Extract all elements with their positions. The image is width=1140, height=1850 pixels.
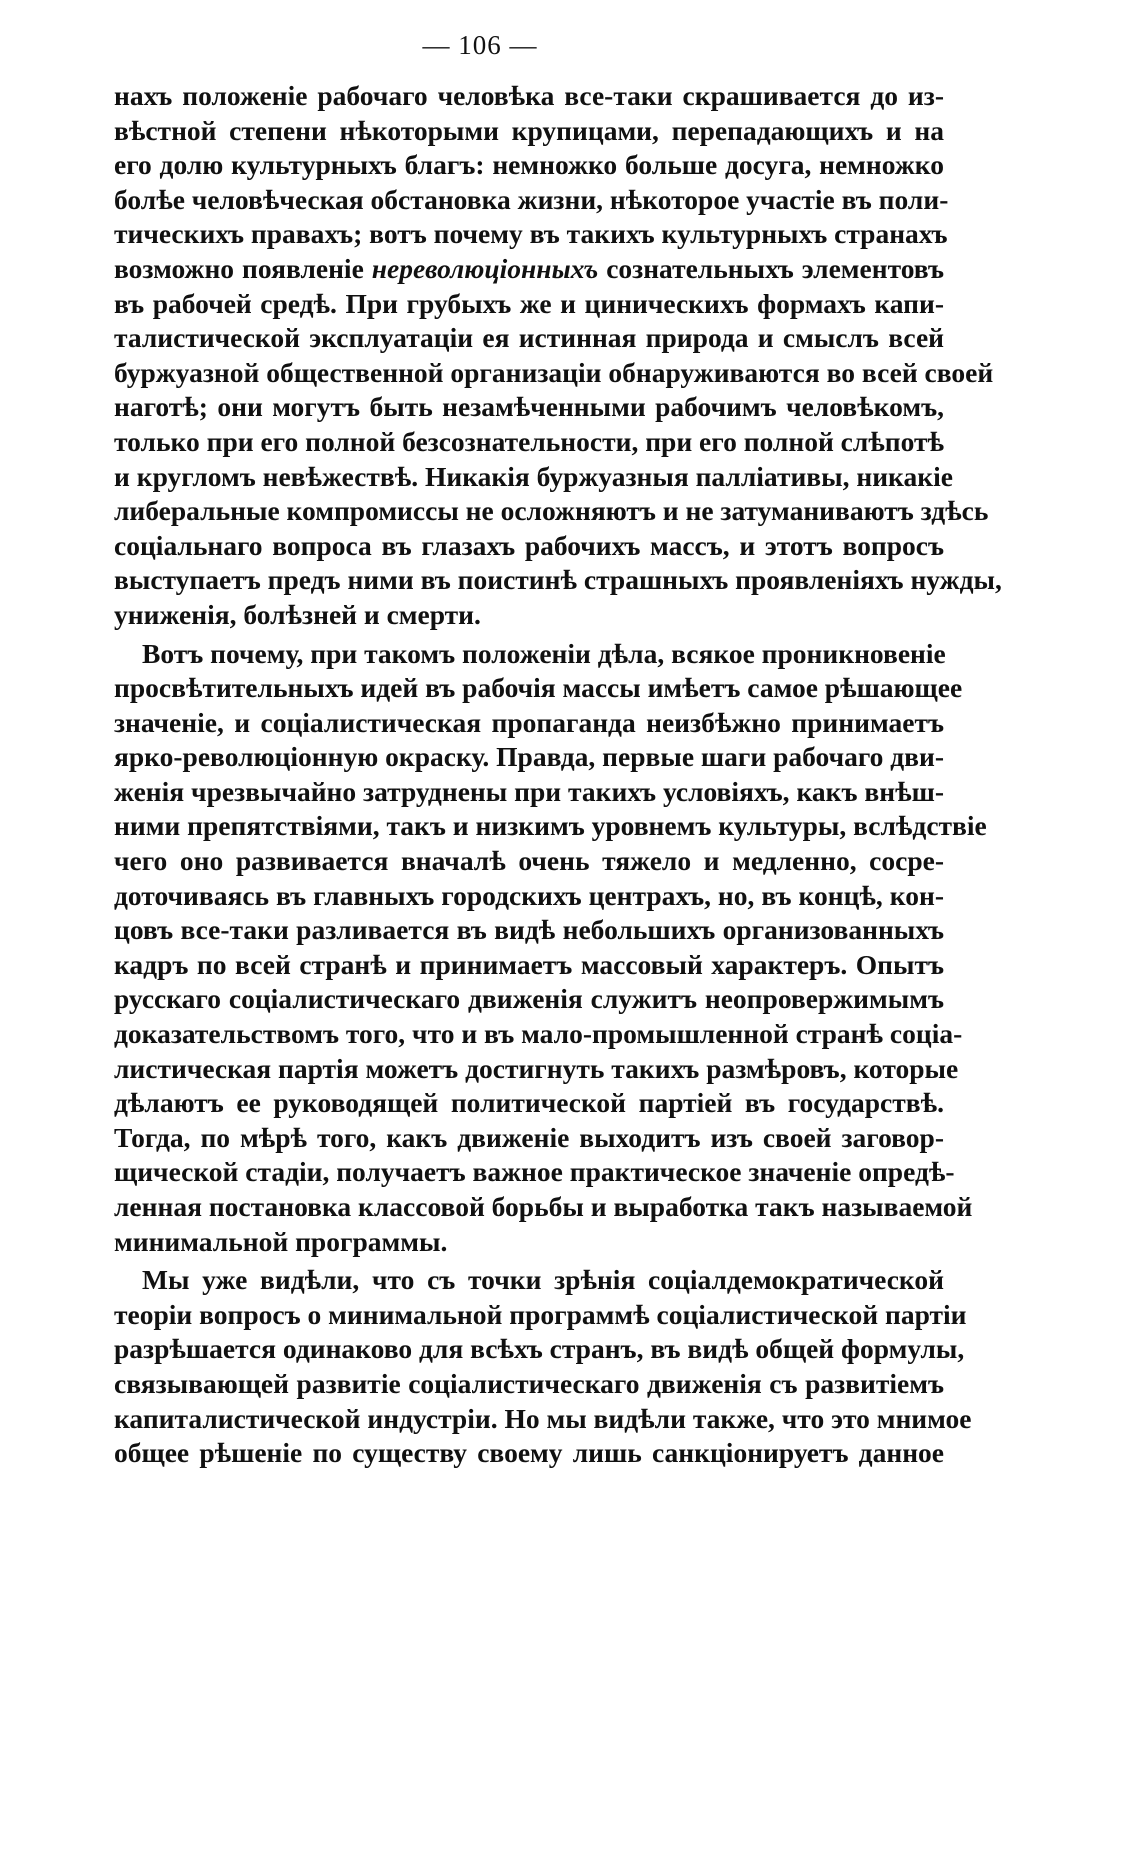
text-line: капиталистической индустріи. Но мы видѣли также, что это мнимое [114,1402,972,1434]
text-line: щической стадіи, получаетъ важное практическое значеніе опредѣ- [114,1156,955,1188]
text-line: Вотъ почему, при такомъ положеніи дѣла, всякое проникновеніе [142,637,946,669]
body-text [114,79,1002,1471]
text-line: просвѣтительныхъ идей въ рабочія массы имѣетъ самое рѣшающее [114,672,963,704]
text-line: минимальной программы. [114,1225,448,1257]
text-line: ярко-революціонную окраску. Правда, первые шаги рабочаго дви- [114,741,945,773]
text-line: выступаетъ предъ ними въ поистинѣ страшныхъ проявленіяхъ нужды, [114,564,1002,596]
text-line: вѣстной степени нѣкоторыми крупицами, перепадающихъ и на [114,114,944,146]
text-line: доточиваясь въ главныхъ городскихъ центрахъ, но, въ концѣ, кон- [114,879,944,911]
text-line: ними препятствіями, такъ и низкимъ уровнемъ культуры, вслѣдствіе [114,810,987,842]
text-line: Мы уже видѣли, что съ точки зрѣнія соціалдемократической [142,1264,944,1296]
text-line: нахъ положеніе рабочаго человѣка все-таки скрашивается до из- [114,80,944,111]
paragraph-1 [114,79,1002,633]
text-line: Тогда, по мѣрѣ того, какъ движеніе выходитъ изъ своей заговор- [114,1121,944,1153]
text-line: буржуазной общественной организаціи обнаруживаются во всей своей [114,356,994,388]
text-line: болѣе человѣческая обстановка жизни, нѣкоторое участіе въ поли- [114,183,949,215]
text-line: значеніе, и соціалистическая пропаганда неизбѣжно принимаетъ [114,706,944,738]
text-line: его долю культурныхъ благъ: немножко больше досуга, немножко [114,149,944,181]
text-line: только при его полной безсознательности, при его полной слѣпотѣ [114,425,945,457]
text-line: русскаго соціалистическаго движенія служитъ неопровержимымъ [114,983,944,1015]
text-line: ленная постановка классовой борьбы и выработка такъ называемой [114,1191,973,1222]
text-line: листическая партія можетъ достигнуть такихъ размѣровъ, которые [114,1052,959,1084]
text-line: кадръ по всей странѣ и принимаетъ массовый характеръ. Опытъ [114,948,944,980]
text-line: и кругломъ невѣжествѣ. Никакія буржуазныя палліативы, никакіе [114,460,953,492]
text-line: дѣлаютъ ее руководящей политической партіей въ государствѣ. [114,1087,944,1119]
text-line: разрѣшается одинаково для всѣхъ странъ, въ видѣ общей формулы, [114,1333,965,1365]
text-line: женія чрезвычайно затруднены при такихъ условіяхъ, какъ внѣш- [114,775,944,807]
emphasized-word: нереволюціонныхъ [371,252,599,284]
text-line: въ рабочей средѣ. При грубыхъ же и циническихъ формахъ капи- [114,287,944,319]
page-number: — 106 — [422,30,538,60]
text-line: талистической эксплуатаціи ея истинная природа и смыслъ всей [114,322,944,354]
text-line: связывающей развитіе соціалистическаго движенія съ развитіемъ [114,1367,944,1399]
text-line: возможно появленіе нереволюціонныхъ сознательныхъ элементовъ [114,252,944,284]
paragraph-2 [114,637,987,1260]
text-line: общее рѣшеніе по существу своему лишь санкціонируетъ данное [114,1437,944,1469]
text-line: чего оно развивается вначалѣ очень тяжело и медленно, сосре- [114,845,944,877]
text-line: униженія, болѣзней и смерти. [114,598,481,630]
text-line: соціальнаго вопроса въ глазахъ рабочихъ массъ, и этотъ вопросъ [114,529,944,561]
text-line: доказательствомъ того, что и въ мало-промышленной странѣ соціа- [114,1018,963,1050]
text-line: тическихъ правахъ; вотъ почему въ такихъ культурныхъ странахъ [114,218,948,250]
text-line: цовъ все-таки разливается въ видѣ небольшихъ организованныхъ [114,914,944,946]
text-line: теоріи вопросъ о минимальной программѣ соціалистической партіи [114,1298,967,1330]
text-line: наготѣ; они могутъ быть незамѣченными рабочимъ человѣкомъ, [114,391,944,423]
paragraph-3 [114,1263,972,1471]
text-line: либеральные компромиссы не осложняютъ и не затуманиваютъ здѣсь [114,495,989,527]
